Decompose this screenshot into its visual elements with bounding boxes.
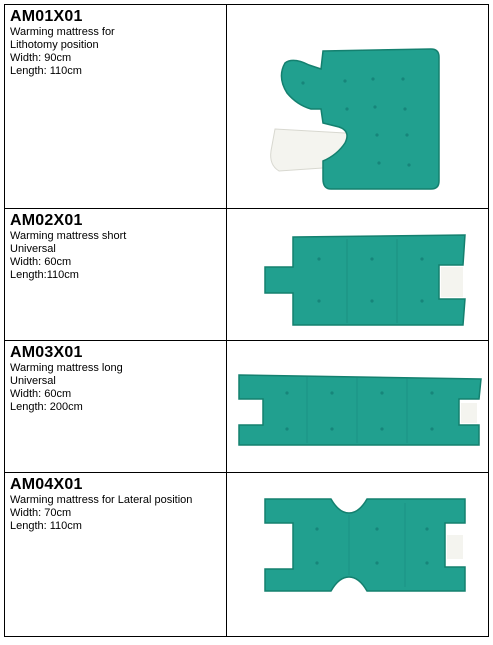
product-description-line: Universal <box>10 375 56 387</box>
product-info <box>5 341 227 472</box>
product-row <box>5 341 488 473</box>
product-row <box>5 473 488 636</box>
product-description-line: Warming mattress short <box>10 230 127 242</box>
product-info <box>5 5 227 208</box>
product-code: AM02X01 <box>10 212 83 229</box>
product-row <box>5 209 488 341</box>
long-universal-mattress-image <box>227 341 488 472</box>
short-universal-mattress-image <box>227 209 488 340</box>
product-row <box>5 5 488 209</box>
product-length: Length: 110cm <box>10 65 82 77</box>
product-length: Length: 110cm <box>10 520 82 532</box>
product-table <box>4 4 489 637</box>
product-code: AM03X01 <box>10 344 83 361</box>
product-description-line: Warming mattress for Lateral position <box>10 494 193 506</box>
product-code: AM01X01 <box>10 8 83 25</box>
product-width: Width: 60cm <box>10 256 72 268</box>
product-description-line: Warming mattress for <box>10 26 115 38</box>
lateral-mattress-image <box>227 473 488 635</box>
product-image-cell <box>227 473 488 636</box>
product-width: Width: 60cm <box>10 388 72 400</box>
product-length: Length:110cm <box>10 269 79 281</box>
product-image-cell <box>227 341 488 472</box>
lithotomy-mattress-image <box>227 5 488 208</box>
product-image-cell <box>227 5 488 208</box>
product-info <box>5 473 227 636</box>
product-width: Width: 90cm <box>10 52 72 64</box>
product-description-line: Lithotomy position <box>10 39 99 51</box>
product-width: Width: 70cm <box>10 507 72 519</box>
product-description-line: Warming mattress long <box>10 362 123 374</box>
product-length: Length: 200cm <box>10 401 83 413</box>
product-image-cell <box>227 209 488 340</box>
product-code: AM04X01 <box>10 476 83 493</box>
product-info <box>5 209 227 340</box>
product-description-line: Universal <box>10 243 56 255</box>
